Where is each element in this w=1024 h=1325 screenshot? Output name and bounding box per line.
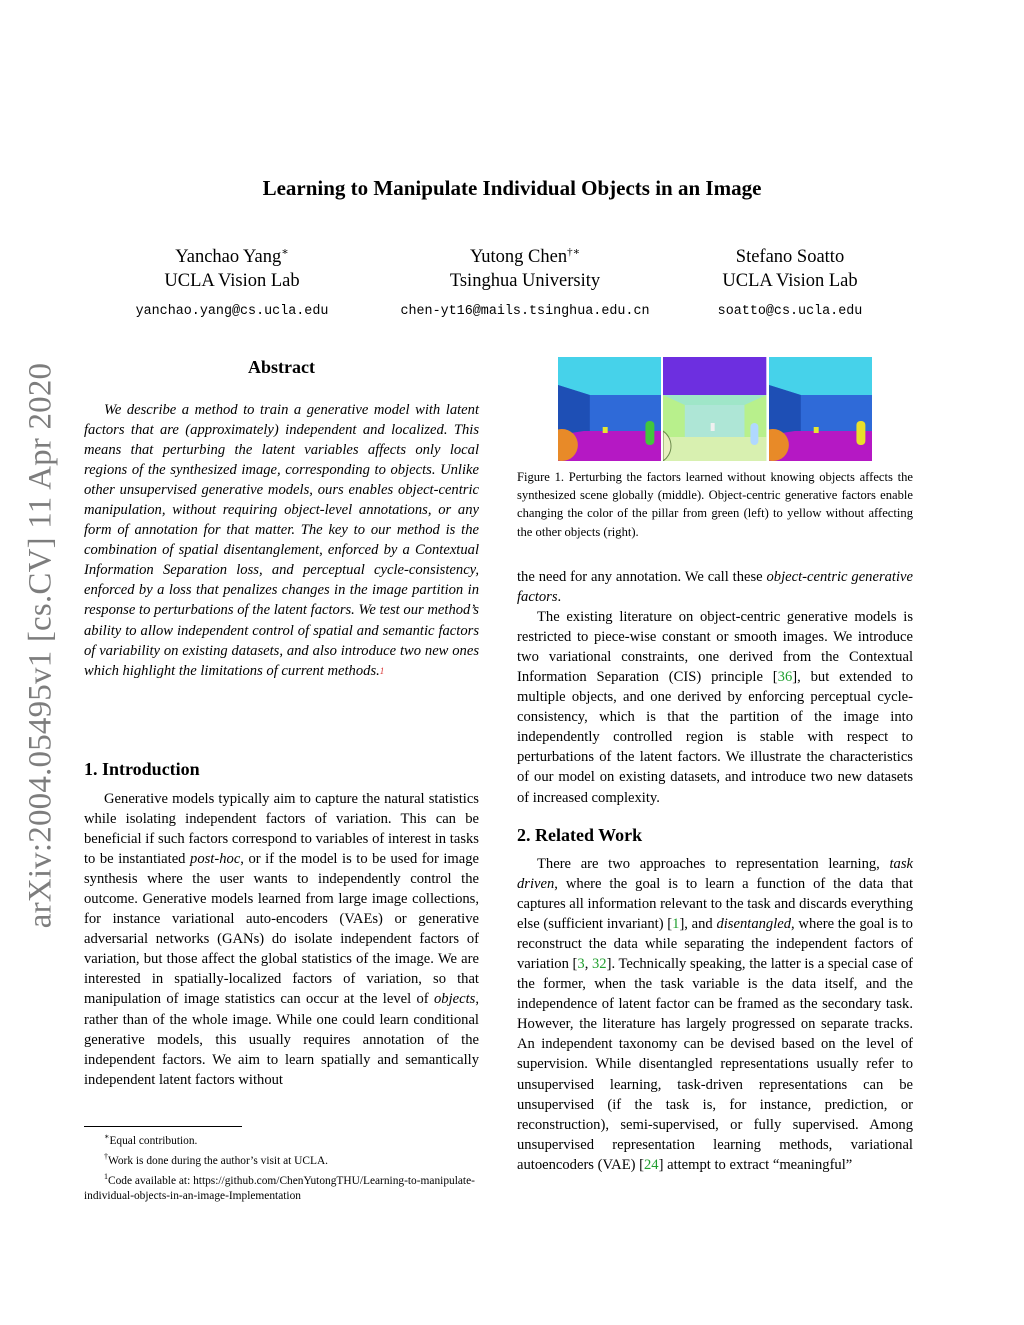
body-text: , (584, 956, 592, 973)
footnote-mark: † (104, 1152, 108, 1161)
footnote-text: Work is done during the author’s visit at UCLA. (108, 1154, 329, 1167)
figure-panel-right (769, 357, 872, 461)
author-affiliation: UCLA Vision Lab (164, 271, 300, 292)
author-affiliation: UCLA Vision Lab (722, 271, 858, 292)
intro-text: , rather than of the whole image. While one could learn conditional generative models, this usually requires annotation of the independent factors. We aim to learn spatially and semantically independent latent factors without (84, 991, 479, 1088)
figure-1 (558, 357, 872, 461)
figure-caption: Figure 1. Perturbing the factors learned without knowing objects affects the synthesized scene globally (middle). Object-centric generative factors enable changing the color of the pillar from green (left) to yellow without affecting the other objects (right). (517, 470, 913, 539)
intro-emph: objects (434, 991, 476, 1008)
intro-text: Generative models typically aim to capture the natural statistics while isolating independent factors of variation. This can be beneficial if such factors correspond to variables of interest in tasks to be instantiated (84, 791, 479, 868)
body-text: , where the goal is to reconstruct the data while separating the independent factors of variation [ (517, 916, 913, 973)
related-body (517, 854, 913, 1175)
footnote-rule (84, 1126, 242, 1127)
figure-panel-left (558, 357, 661, 461)
citation-link[interactable]: 24 (643, 1156, 659, 1173)
footnote-text[interactable]: Code available at: https://github.com/ChenYutongTHU/Learning-to-manipulate-individual-objects-in-an-image-Implementation (84, 1174, 475, 1202)
body-text: the need for any annotation. We call these (517, 569, 767, 585)
body-text: ] attempt to extract “meaningful” (658, 1156, 853, 1173)
footnote-mark: 1 (104, 1172, 108, 1181)
arxiv-stamp-text: arXiv:2004.05495v1 [cs.CV] 11 Apr 2020 (22, 362, 59, 928)
body-emph: object-centric generative factors (517, 569, 913, 606)
author-email[interactable]: chen-yt16@mails.tsinghua.edu.cn (400, 304, 650, 320)
body-emph: task driven (517, 856, 913, 893)
citation-link[interactable]: 1 (672, 916, 680, 933)
author-name: Stefano Soatto (735, 247, 845, 268)
author-2 (370, 240, 680, 321)
author-email[interactable]: soatto@cs.ucla.edu (717, 304, 863, 320)
body-text: The existing literature on object-centric generative models is restricted to piece-wise constant or smooth images. We introduce two variational constraints, one derived from the Contextual Information Separation (CIS) principle [ (517, 609, 913, 686)
citation-link[interactable]: 3 (577, 956, 585, 973)
citation-link[interactable]: 36 (777, 669, 793, 686)
author-name: Yanchao Yang (175, 247, 282, 268)
body-text: ]. Technically speaking, the latter is a special case of the former, when the task variable is the data itself, and the independence of latent factor can be framed as the secondary task. However, the literature has largely progressed on separate tracks. An independent taxonomy can be devised based on the level of supervision. While disentangled representations usually refer to unsupervised learning, task-driven representations can be unsupervised (if the task is, for instance, prediction, or reconstruction), semi-supervised, or fully supervised. Among unsupervised representation learning methods, variational autoencoders (VAE) [ (517, 956, 913, 1173)
footnote-link[interactable]: 1 (379, 665, 385, 676)
body-text: ], and (679, 916, 717, 933)
footnote-text: Equal contribution. (109, 1134, 198, 1147)
intro-text: , or if the model is to be used for image synthesis where the user wants to independently control the outcome. Generative models learned from large image collections, for instance variational auto-encoders (VAEs) or generative adversarial networks (GANs) do isolate independent factors of variation, but those affect the global statistics of the image. We are interested in spatially-localized factors of variation, so that manipulation of image statistics can occur at the level of (84, 851, 479, 1008)
author-email[interactable]: yanchao.yang@cs.ucla.edu (135, 304, 329, 320)
author-name: Yutong Chen (469, 247, 568, 268)
body-emph: disentangled (716, 916, 792, 933)
author-3 (680, 240, 900, 321)
body-text: . (557, 589, 562, 606)
citation-link[interactable]: 32 (592, 956, 607, 973)
abstract-text: We describe a method to train a generative model with latent factors that are (approximately) independent and localized. This means that perturbing the latent variables affects only local regions of the synthesized image, corresponding to objects. Unlike other unsupervised generative models, ours enables object-centric manipulation, without requiring object-level annotations, or any form of annotation for that matter. The key to our method is the combination of spatial disentanglement, enforced by a Contextual Information Separation loss, and perceptual cycle-consistency, enforced by a loss that penalizes changes in the image partition in response to perturbations of the latent factors. We test our method’s ability to allow independent control of spatial and semantic factors of variability on existing datasets, and also introduce two new ones which highlight the limitations of current methods. (84, 402, 479, 679)
intro-emph: post-hoc (190, 851, 241, 868)
related-heading: 2. Related Work (517, 825, 643, 845)
body-text: ], but extended to multiple objects, and one derived by enforcing perceptual cycle-consistency, which is that the partition of the image into independently controlled region is stable with respect to perturbations of the latent factors. We illustrate the characteristics of our model on existing datasets, and introduce two new datasets of increased complexity. (517, 669, 913, 806)
author-affiliation: Tsinghua University (449, 271, 601, 292)
footnotes (84, 1129, 484, 1204)
abstract-heading: Abstract (248, 357, 315, 377)
arxiv-stamp (12, 350, 70, 940)
intro-body (84, 789, 479, 1090)
author-mark: †∗ (567, 246, 581, 258)
abstract-body (84, 400, 479, 681)
intro-heading: 1. Introduction (84, 759, 200, 779)
paper-title: Learning to Manipulate Individual Objects in an Image (262, 176, 762, 200)
figure-panel-middle (663, 357, 766, 461)
author-mark: ∗ (281, 246, 289, 258)
body-text: There are two approaches to representation learning, (537, 856, 890, 872)
right-column-intro (517, 567, 913, 808)
body-text: , where the goal is to learn a function of the data that captures all information relevant to the task and discards everything else (sufficient invariant) [ (517, 876, 913, 933)
author-1 (92, 240, 372, 321)
footnote-mark: ∗ (104, 1132, 110, 1141)
